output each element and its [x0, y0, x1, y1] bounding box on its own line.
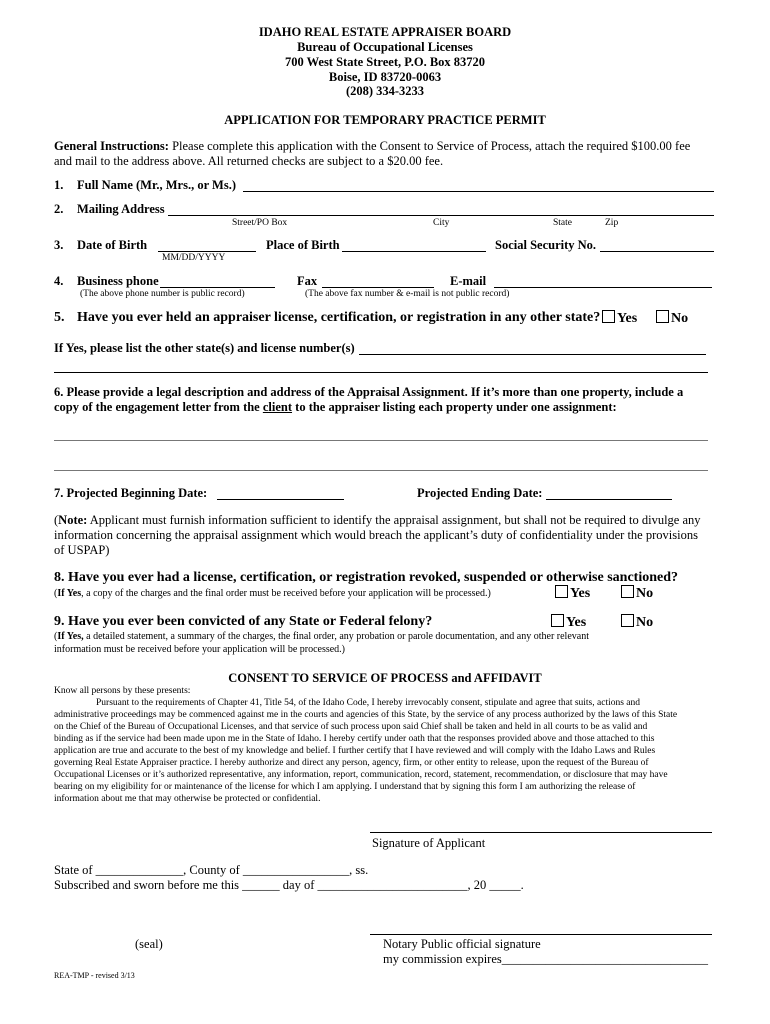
consent-line: on the Chief of the Bureau of Occupational Licenses, and that service of such process upon said Chief shall be taken and held in all courts to be as valid and: [54, 722, 648, 732]
business-phone-field[interactable]: [160, 287, 275, 288]
q5-yes-option[interactable]: Yes: [602, 310, 637, 327]
consent-line: Occupational Licenses or it’s authorized representative, any information, report, communication, record, statement, recommendation, or disclosure that may have: [54, 770, 668, 780]
dob-field[interactable]: [158, 251, 256, 252]
q9-instructions-line-1: (If Yes, a detailed statement, a summary of the charges, the final order, any probation or parole documentation, and any other relevant: [54, 631, 589, 642]
instructions-line-2: and mail to the address above. All returned checks are subject to a $20.00 fee.: [54, 154, 444, 168]
phone-number: (208) 334-3233: [345, 84, 425, 98]
q9-yes-checkbox[interactable]: [551, 614, 564, 627]
dob-format: MM/DD/YYYY: [162, 253, 226, 263]
q8-yes-checkbox[interactable]: [555, 585, 568, 598]
q5-no-option[interactable]: No: [656, 310, 688, 327]
other-states-field-2[interactable]: [54, 372, 708, 373]
assignment-description-field-2[interactable]: [54, 470, 708, 471]
form-revision: REA-TMP - revised 3/13: [54, 971, 135, 980]
note-line-1: (Note: Applicant must furnish information sufficient to identify the appraisal assignment, but shall not be required to divulge any: [54, 513, 701, 527]
q8-no-option[interactable]: No: [621, 585, 653, 602]
city-sublabel: City: [433, 218, 450, 228]
consent-title: CONSENT TO SERVICE OF PROCESS and AFFIDAVIT: [228, 671, 542, 685]
q2-number: 2.: [54, 202, 64, 216]
beginning-date-field[interactable]: [217, 499, 344, 500]
consent-intro: Know all persons by these presents:: [54, 686, 191, 696]
q5-number: 5.: [54, 310, 65, 325]
ending-date-field[interactable]: [546, 499, 672, 500]
q9-no-checkbox[interactable]: [621, 614, 634, 627]
form-title: APPLICATION FOR TEMPORARY PRACTICE PERMIT: [224, 113, 546, 127]
seal-label: (seal): [135, 937, 163, 951]
consent-line: administrative proceedings may be commenced against me in the courts and agencies of this State, by the service of any process authorized by the laws of this State: [54, 710, 678, 720]
q9-yes-option[interactable]: Yes: [551, 614, 586, 631]
instructions-line-1: General Instructions: Please complete this application with the Consent to Service of Process, attach the required $100.00 fee: [54, 139, 691, 153]
note-line-2: information concerning the appraisal assignment which would breach the applicant’s duty of confidentiality under the provisions: [54, 528, 698, 542]
pob-label: Place of Birth: [266, 238, 340, 252]
q8-question: 8. Have you ever had a license, certification, or registration revoked, suspended or otherwise sanctioned?: [54, 570, 678, 585]
consent-line: Pursuant to the requirements of Chapter 41, Title 54, of the Idaho Code, I hereby irrevocably consent, stipulate and agree that suits, actions and: [96, 698, 641, 708]
consent-line: bearing on my eligibility for or maintenance of the license for which I am applying. I understand that by signing this form I am authorizing the release of: [54, 782, 636, 792]
zip-sublabel: Zip: [605, 218, 619, 228]
signature-label: Signature of Applicant: [372, 836, 486, 850]
q9-question: 9. Have you ever been convicted of any State or Federal felony?: [54, 614, 433, 629]
q3-number: 3.: [54, 238, 64, 252]
street-address: 700 West State Street, P.O. Box 83720: [284, 55, 486, 69]
q8-yes-option[interactable]: Yes: [555, 585, 590, 602]
phone-note: (The above phone number is public record): [80, 289, 245, 299]
pob-field[interactable]: [342, 251, 486, 252]
beginning-date-label: 7. Projected Beginning Date:: [54, 486, 208, 500]
applicant-signature-field[interactable]: [370, 832, 712, 833]
assignment-description-field-1[interactable]: [54, 440, 708, 441]
dob-label: Date of Birth: [77, 238, 148, 252]
state-sublabel: State: [553, 218, 572, 228]
q8-instructions: (If Yes, a copy of the charges and the final order must be received before your application will be processed.): [54, 588, 491, 599]
q5-question: Have you ever held an appraiser license, certification, or registration in any other state?: [77, 310, 601, 325]
q4-number: 4.: [54, 274, 64, 288]
fax-label: Fax: [297, 274, 318, 288]
consent-line: information about me that may otherwise be protected or confidential.: [54, 794, 321, 804]
mailing-address-label: Mailing Address: [77, 202, 165, 216]
state-county-line[interactable]: State of ______________, County of _________________, ss.: [54, 863, 369, 877]
other-states-field[interactable]: [359, 354, 706, 355]
consent-line: governing Real Estate Appraiser practice. I hereby authorize and direct any person, agency, firm, or other entity to release, upon the request of the Bureau of: [54, 758, 649, 768]
fax-field[interactable]: [322, 287, 434, 288]
q5-yes-checkbox[interactable]: [602, 310, 615, 323]
q5-no-checkbox[interactable]: [656, 310, 669, 323]
consent-line: application are true and accurate to the best of my knowledge and belief. I further certify that I have reviewed and will comply with the Idaho Laws and Rules: [54, 746, 656, 756]
fax-email-note: (The above fax number & e-mail is not public record): [305, 289, 510, 299]
ssn-field[interactable]: [600, 251, 714, 252]
street-sublabel: Street/PO Box: [232, 218, 288, 228]
commission-expires-line[interactable]: my commission expires_________________________________: [383, 952, 708, 966]
bureau-name: Bureau of Occupational Licenses: [297, 40, 473, 54]
q9-no-option[interactable]: No: [621, 614, 653, 631]
subscribed-sworn-line[interactable]: Subscribed and sworn before me this ______ day of ________________________, 20 _____.: [54, 878, 524, 892]
email-field[interactable]: [494, 287, 712, 288]
q6-question-line-2: copy of the engagement letter from the client to the appraiser listing each property under one assignment:: [54, 400, 617, 414]
city-address: Boise, ID 83720-0063: [328, 70, 442, 84]
q5-followup-label: If Yes, please list the other state(s) and license number(s): [54, 341, 355, 355]
email-label: E-mail: [450, 274, 487, 288]
agency-name: IDAHO REAL ESTATE APPRAISER BOARD: [258, 25, 512, 39]
q8-no-checkbox[interactable]: [621, 585, 634, 598]
ssn-label: Social Security No.: [495, 238, 597, 252]
full-name-label: Full Name (Mr., Mrs., or Ms.): [77, 178, 236, 192]
note-line-3: of USPAP): [54, 543, 110, 557]
full-name-field[interactable]: [243, 191, 714, 192]
ending-date-label: Projected Ending Date:: [417, 486, 543, 500]
q9-instructions-line-2: information must be received before your application will be processed.): [54, 644, 346, 655]
consent-line: binding as if the service had been made upon me in the State of Idaho. I hereby certify under oath that the responses provided above and those attached to this: [54, 734, 655, 744]
business-phone-label: Business phone: [77, 274, 159, 288]
q6-question-line-1: 6. Please provide a legal description and address of the Appraisal Assignment. If it’s more than one property, include a: [54, 385, 684, 399]
q1-number: 1.: [54, 178, 64, 192]
notary-signature-field[interactable]: [370, 934, 712, 935]
mailing-address-field[interactable]: [168, 215, 714, 216]
notary-signature-label: Notary Public official signature: [383, 937, 541, 951]
